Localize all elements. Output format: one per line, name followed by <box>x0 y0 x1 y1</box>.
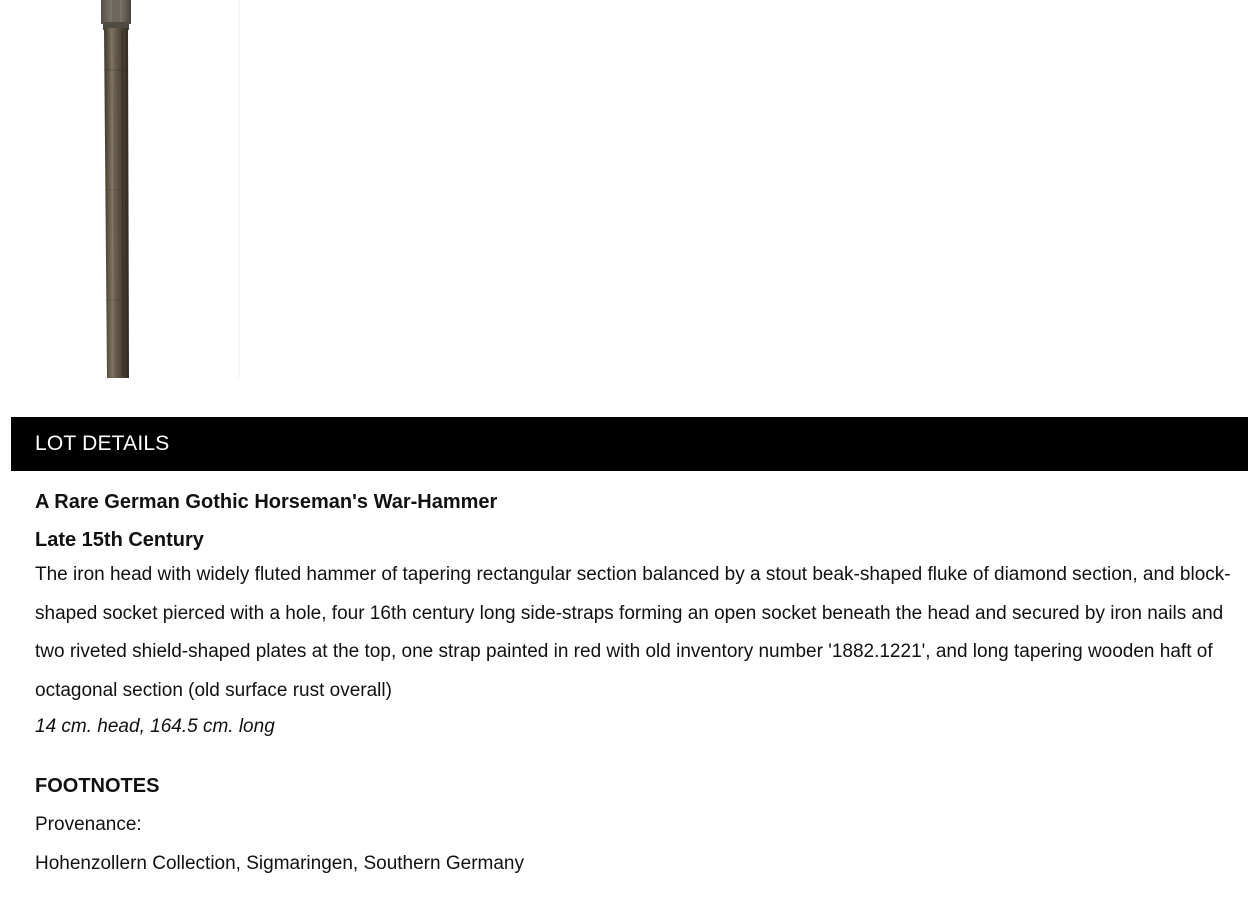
lot-details-title: LOT DETAILS <box>35 432 170 455</box>
lot-image[interactable] <box>0 0 240 378</box>
provenance-label: Provenance: <box>35 814 142 835</box>
lot-description: The iron head with widely fluted hammer of tapering rectangular section balanced by a stout beak-shaped fluke of diamond section, and block-shaped socket pierced with a hole, four 16th century long side-straps forming an open socket beneath the head and secured by iron nails and two riveted shield-shaped plates at the top, one strap painted in red with old inventory number '1882.1221', and long tapering wooden haft of octagonal section (old surface rust overall) <box>35 564 1231 701</box>
lot-dimensions: 14 cm. head, 164.5 cm. long <box>35 716 275 737</box>
lot-details-content <box>35 486 1235 879</box>
footnotes-heading: FOOTNOTES <box>35 775 160 797</box>
lot-date: Late 15th Century <box>35 529 204 551</box>
provenance-value: Hohenzollern Collection, Sigmaringen, Southern Germany <box>35 853 524 874</box>
lot-details-header <box>11 417 1248 471</box>
wooden-haft <box>104 28 129 378</box>
war-hammer-haft-image <box>0 0 240 378</box>
lot-title: A Rare German Gothic Horseman's War-Hammer <box>35 491 498 513</box>
